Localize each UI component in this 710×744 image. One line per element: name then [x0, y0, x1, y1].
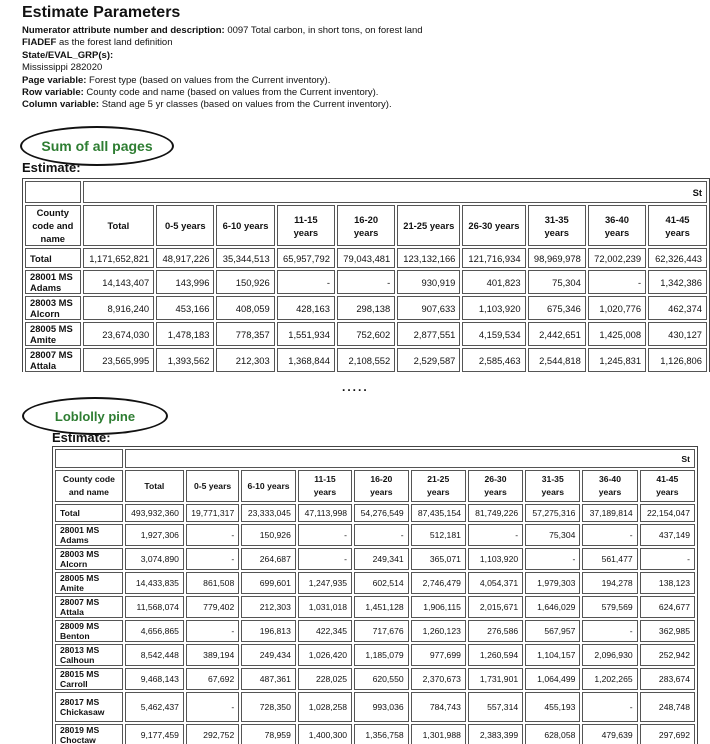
estimate-parameters: [22, 4, 702, 112]
column-header: 21-25 years: [397, 205, 460, 246]
estimate-table-sum: [22, 178, 710, 372]
value-cell: 23,565,995: [83, 348, 155, 372]
table-row: [55, 524, 695, 546]
value-cell: 62,326,443: [648, 248, 707, 268]
column-header: 36-40 years: [588, 205, 646, 246]
table-viewport-1[interactable]: [22, 178, 710, 372]
table-row: [25, 296, 707, 320]
value-cell: 1,646,029: [525, 596, 580, 618]
value-cell: 567,957: [525, 620, 580, 642]
column-header: 26-30 years: [468, 470, 523, 502]
column-header: Total: [83, 205, 155, 246]
parameters-heading: Estimate Parameters: [22, 4, 181, 21]
value-cell: -: [337, 270, 395, 294]
value-cell: 9,468,143: [125, 668, 184, 690]
value-cell: 1,551,934: [277, 322, 335, 346]
value-cell: 2,015,671: [468, 596, 523, 618]
table-top-row: [55, 449, 695, 468]
estimate-table-loblolly: [52, 446, 698, 744]
value-cell: 8,542,448: [125, 644, 184, 666]
value-cell: -: [354, 524, 409, 546]
estimate-label-2: Estimate:: [52, 430, 111, 445]
value-cell: 4,656,865: [125, 620, 184, 642]
county-cell: 28005 MS Amite: [25, 322, 81, 346]
value-cell: 98,969,978: [528, 248, 586, 268]
value-cell: 408,059: [216, 296, 274, 320]
value-cell: 37,189,814: [582, 504, 637, 522]
county-cell: 28001 MS Adams: [55, 524, 123, 546]
value-cell: 1,064,499: [525, 668, 580, 690]
value-cell: 784,743: [411, 692, 466, 722]
column-header: 41-45 years: [640, 470, 695, 502]
page-separator: .....: [342, 380, 369, 394]
value-cell: 1,103,920: [468, 548, 523, 570]
column-header: 0-5 years: [186, 470, 239, 502]
value-cell: 430,127: [648, 322, 707, 346]
table-row: [25, 270, 707, 294]
table-row: [55, 724, 695, 744]
value-cell: 401,823: [462, 270, 525, 294]
value-cell: 1,104,157: [525, 644, 580, 666]
county-cell: 28007 MS Attala: [25, 348, 81, 372]
value-cell: 1,185,079: [354, 644, 409, 666]
value-cell: 11,568,074: [125, 596, 184, 618]
value-cell: 1,301,988: [411, 724, 466, 744]
value-cell: 2,585,463: [462, 348, 525, 372]
value-cell: 675,346: [528, 296, 586, 320]
value-cell: -: [298, 548, 352, 570]
total-row: [25, 248, 707, 268]
county-cell: 28005 MS Amite: [55, 572, 123, 594]
value-cell: 252,942: [640, 644, 695, 666]
value-cell: -: [525, 548, 580, 570]
row-variable-header: County code and name: [25, 205, 81, 246]
value-cell: -: [186, 548, 239, 570]
table-row: [25, 322, 707, 346]
column-header: 6-10 years: [241, 470, 296, 502]
value-cell: 2,529,587: [397, 348, 460, 372]
value-cell: 75,304: [525, 524, 580, 546]
corner-cell: [25, 181, 81, 203]
column-header: Total: [125, 470, 184, 502]
county-cell: 28003 MS Alcorn: [25, 296, 81, 320]
table-top-row: [25, 181, 707, 203]
value-cell: 1,247,935: [298, 572, 352, 594]
corner-cell: [55, 449, 123, 468]
value-cell: 194,278: [582, 572, 637, 594]
value-cell: 121,716,934: [462, 248, 525, 268]
value-cell: 2,096,930: [582, 644, 637, 666]
value-cell: 455,193: [525, 692, 580, 722]
table-row: [55, 596, 695, 618]
value-cell: 1,356,758: [354, 724, 409, 744]
value-cell: 1,906,115: [411, 596, 466, 618]
value-cell: 728,350: [241, 692, 296, 722]
value-cell: 72,002,239: [588, 248, 646, 268]
value-cell: 437,149: [640, 524, 695, 546]
value-cell: 249,341: [354, 548, 409, 570]
table-row: [55, 548, 695, 570]
county-cell: 28013 MS Calhoun: [55, 644, 123, 666]
value-cell: 487,361: [241, 668, 296, 690]
value-cell: 276,586: [468, 620, 523, 642]
column-header: 6-10 years: [216, 205, 274, 246]
value-cell: 2,108,552: [337, 348, 395, 372]
value-cell: 23,674,030: [83, 322, 155, 346]
column-header: 26-30 years: [462, 205, 525, 246]
column-header: 31-35 years: [528, 205, 586, 246]
value-cell: 428,163: [277, 296, 335, 320]
table-header-row: [55, 470, 695, 502]
column-group-header: St: [83, 181, 707, 203]
value-cell: 150,926: [216, 270, 274, 294]
table-row: [55, 668, 695, 690]
value-cell: 248,748: [640, 692, 695, 722]
value-cell: 81,749,226: [468, 504, 523, 522]
value-cell: 1,126,806: [648, 348, 707, 372]
value-cell: 365,071: [411, 548, 466, 570]
value-cell: 1,245,831: [588, 348, 646, 372]
value-cell: -: [468, 524, 523, 546]
value-cell: 512,181: [411, 524, 466, 546]
row-variable-line: Row variable: County code and name (based on values from the Current inventory).: [22, 87, 379, 99]
value-cell: 1,171,652,821: [83, 248, 155, 268]
county-cell: 28003 MS Alcorn: [55, 548, 123, 570]
column-header: 16-20 years: [337, 205, 395, 246]
value-cell: 1,979,303: [525, 572, 580, 594]
value-cell: 977,699: [411, 644, 466, 666]
value-cell: 620,550: [354, 668, 409, 690]
table-row: [55, 572, 695, 594]
county-cell: 28017 MS Chickasaw: [55, 692, 123, 722]
value-cell: 1,927,306: [125, 524, 184, 546]
state-value-line: Mississippi 282020: [22, 62, 103, 74]
value-cell: -: [277, 270, 335, 294]
value-cell: 57,275,316: [525, 504, 580, 522]
value-cell: 196,813: [241, 620, 296, 642]
value-cell: 861,508: [186, 572, 239, 594]
value-cell: 292,752: [186, 724, 239, 744]
value-cell: -: [582, 692, 637, 722]
county-cell: 28009 MS Benton: [55, 620, 123, 642]
value-cell: 2,877,551: [397, 322, 460, 346]
column-header: 36-40 years: [582, 470, 637, 502]
value-cell: 362,985: [640, 620, 695, 642]
value-cell: 579,569: [582, 596, 637, 618]
value-cell: 993,036: [354, 692, 409, 722]
value-cell: 3,074,890: [125, 548, 184, 570]
value-cell: 297,692: [640, 724, 695, 744]
value-cell: 4,159,534: [462, 322, 525, 346]
value-cell: 23,333,045: [241, 504, 296, 522]
state-label-line: State/EVAL_GRP(s):: [22, 49, 114, 61]
county-cell: Total: [55, 504, 123, 522]
column-header: 11-15 years: [277, 205, 335, 246]
value-cell: 628,058: [525, 724, 580, 744]
value-cell: 602,514: [354, 572, 409, 594]
estimate-label-1: Estimate:: [22, 160, 81, 175]
value-cell: 264,687: [241, 548, 296, 570]
column-header: 31-35 years: [525, 470, 580, 502]
value-cell: 47,113,998: [298, 504, 352, 522]
row-variable-header: County code and name: [55, 470, 123, 502]
value-cell: -: [298, 524, 352, 546]
column-header: 11-15 years: [298, 470, 352, 502]
value-cell: 22,154,047: [640, 504, 695, 522]
value-cell: 778,357: [216, 322, 274, 346]
table-row: [55, 644, 695, 666]
value-cell: 557,314: [468, 692, 523, 722]
value-cell: 48,917,226: [156, 248, 214, 268]
table-viewport-2[interactable]: [52, 446, 698, 744]
value-cell: 138,123: [640, 572, 695, 594]
value-cell: 8,916,240: [83, 296, 155, 320]
value-cell: 1,260,594: [468, 644, 523, 666]
value-cell: -: [588, 270, 646, 294]
table-header-row: [25, 205, 707, 246]
value-cell: 75,304: [528, 270, 586, 294]
value-cell: 14,143,407: [83, 270, 155, 294]
value-cell: 87,435,154: [411, 504, 466, 522]
value-cell: 1,400,300: [298, 724, 352, 744]
value-cell: 19,771,317: [186, 504, 239, 522]
value-cell: 283,674: [640, 668, 695, 690]
value-cell: 298,138: [337, 296, 395, 320]
value-cell: 150,926: [241, 524, 296, 546]
value-cell: 65,957,792: [277, 248, 335, 268]
value-cell: 123,132,166: [397, 248, 460, 268]
value-cell: 779,402: [186, 596, 239, 618]
value-cell: 930,919: [397, 270, 460, 294]
value-cell: 1,731,901: [468, 668, 523, 690]
value-cell: 699,601: [241, 572, 296, 594]
value-cell: 143,996: [156, 270, 214, 294]
value-cell: 561,477: [582, 548, 637, 570]
value-cell: 14,433,835: [125, 572, 184, 594]
value-cell: 1,260,123: [411, 620, 466, 642]
value-cell: 479,639: [582, 724, 637, 744]
value-cell: 717,676: [354, 620, 409, 642]
value-cell: -: [582, 620, 637, 642]
column-header: 41-45 years: [648, 205, 707, 246]
value-cell: 752,602: [337, 322, 395, 346]
value-cell: 2,544,818: [528, 348, 586, 372]
value-cell: 228,025: [298, 668, 352, 690]
value-cell: 1,342,386: [648, 270, 707, 294]
numerator-line: Numerator attribute number and description: 0097 Total carbon, in short tons, on forest land: [22, 25, 423, 36]
value-cell: 1,031,018: [298, 596, 352, 618]
table-row: [55, 620, 695, 642]
value-cell: 5,462,437: [125, 692, 184, 722]
value-cell: 35,344,513: [216, 248, 274, 268]
county-cell: 28001 MS Adams: [25, 270, 81, 294]
column-variable-line: Column variable: Stand age 5 yr classes (based on values from the Current inventory).: [22, 99, 392, 111]
value-cell: 1,451,128: [354, 596, 409, 618]
value-cell: 422,345: [298, 620, 352, 642]
value-cell: -: [186, 620, 239, 642]
value-cell: 1,425,008: [588, 322, 646, 346]
total-row: [55, 504, 695, 522]
value-cell: 2,383,399: [468, 724, 523, 744]
fiadef-line: FIADEF as the forest land definition: [22, 37, 173, 49]
value-cell: 1,478,183: [156, 322, 214, 346]
table-row: [55, 692, 695, 722]
value-cell: 54,276,549: [354, 504, 409, 522]
value-cell: 907,633: [397, 296, 460, 320]
value-cell: 1,202,265: [582, 668, 637, 690]
value-cell: 1,026,420: [298, 644, 352, 666]
value-cell: 79,043,481: [337, 248, 395, 268]
value-cell: 462,374: [648, 296, 707, 320]
value-cell: 2,746,479: [411, 572, 466, 594]
loblolly-pine-label: Loblolly pine: [22, 397, 168, 435]
value-cell: 2,442,651: [528, 322, 586, 346]
value-cell: 2,370,673: [411, 668, 466, 690]
column-group-header: St: [125, 449, 695, 468]
county-cell: 28007 MS Attala: [55, 596, 123, 618]
county-cell: 28019 MS Choctaw: [55, 724, 123, 744]
column-header: 16-20 years: [354, 470, 409, 502]
value-cell: 453,166: [156, 296, 214, 320]
value-cell: 624,677: [640, 596, 695, 618]
value-cell: 67,692: [186, 668, 239, 690]
page-variable-line: Page variable: Forest type (based on values from the Current inventory).: [22, 74, 331, 86]
county-cell: Total: [25, 248, 81, 268]
value-cell: 389,194: [186, 644, 239, 666]
county-cell: 28015 MS Carroll: [55, 668, 123, 690]
value-cell: 9,177,459: [125, 724, 184, 744]
column-header: 21-25 years: [411, 470, 466, 502]
value-cell: 1,028,258: [298, 692, 352, 722]
value-cell: -: [640, 548, 695, 570]
column-header: 0-5 years: [156, 205, 214, 246]
value-cell: 249,434: [241, 644, 296, 666]
value-cell: 1,103,920: [462, 296, 525, 320]
value-cell: 493,932,360: [125, 504, 184, 522]
value-cell: 78,959: [241, 724, 296, 744]
value-cell: -: [186, 524, 239, 546]
value-cell: 1,393,562: [156, 348, 214, 372]
table-row: [25, 348, 707, 372]
sum-of-all-pages-label: Sum of all pages: [20, 126, 174, 166]
value-cell: 212,303: [216, 348, 274, 372]
value-cell: 1,020,776: [588, 296, 646, 320]
value-cell: 1,368,844: [277, 348, 335, 372]
value-cell: 4,054,371: [468, 572, 523, 594]
value-cell: -: [186, 692, 239, 722]
value-cell: -: [582, 524, 637, 546]
value-cell: 212,303: [241, 596, 296, 618]
